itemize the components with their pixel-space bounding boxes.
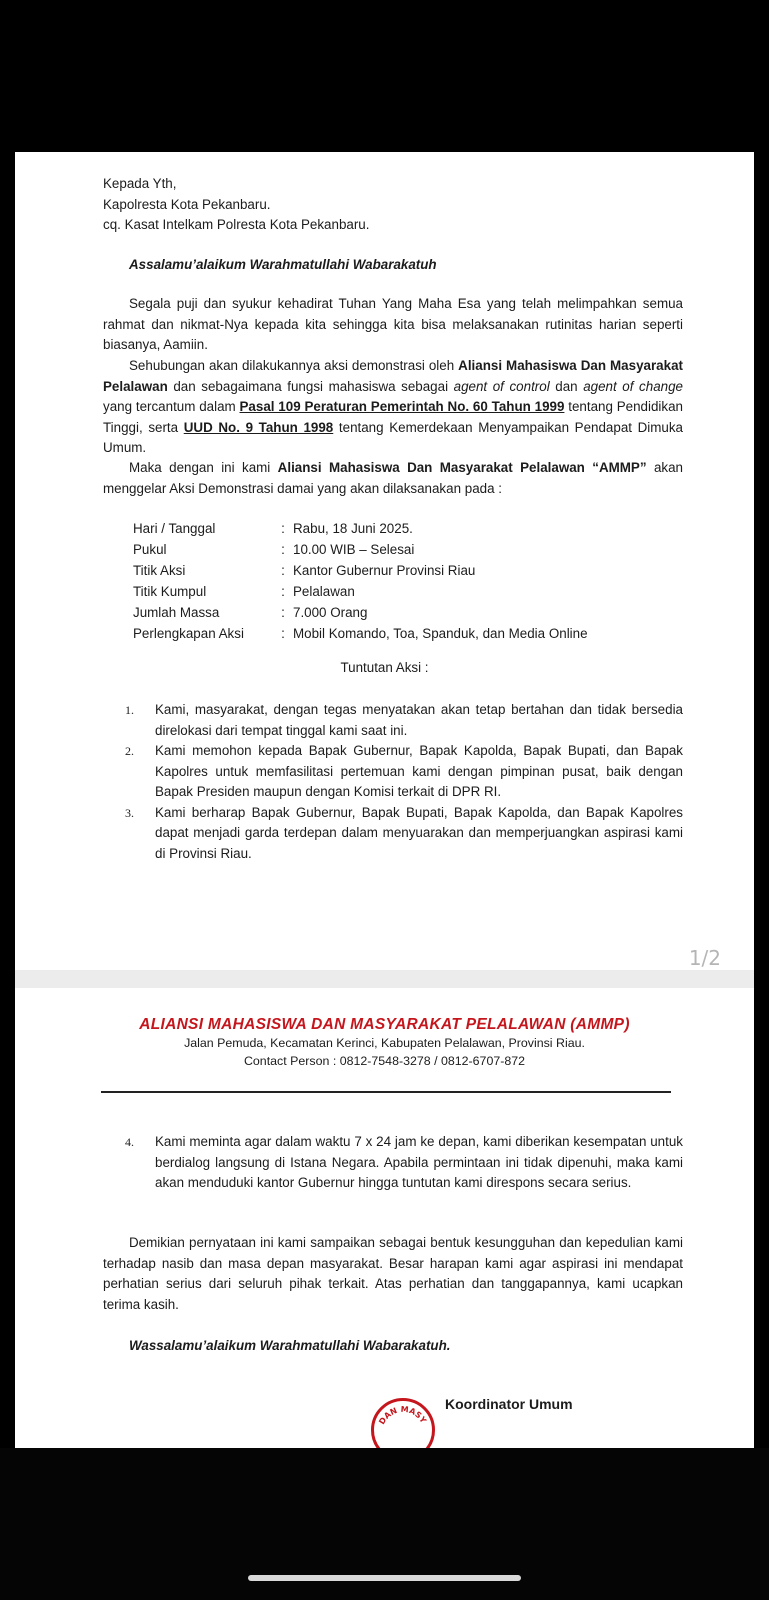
org-address: Jalan Pemuda, Kecamatan Kerinci, Kabupaten Pelalawan, Provinsi Riau. [184, 1036, 585, 1050]
list-item: 2. Kami memohon kepada Bapak Gubernur, Bapak Kapolda, Bapak Bupati, dan Bapak Kapolres untuk memfasilitasi pertemuan kami dengan pimpinan pusat, baik dengan Bapak Presiden maupun dengan Komisi terkait di DPR RI. [125, 743, 683, 799]
page-indicator: 1/2 [688, 946, 721, 970]
paragraph-closing: Demikian pernyataan ini kami sampaikan sebagai bentuk kesungguhan dan kepedulian kami terhadap nasib dan masa depan masyarakat. Besar harapan kami agar aspirasi ini mendapat perhatian serius dari seluruh pihak terkait. Atas perhatian dan tanggapannya, kami ucapkan terima kasih. [103, 1235, 683, 1312]
home-indicator[interactable] [248, 1575, 521, 1581]
detail-separator: : [281, 542, 285, 557]
list-item: 4. Kami meminta agar dalam waktu 7 x 24 jam ke depan, kami diberikan kesempatan untuk berdialog langsung di Istana Negara. Apabila permintaan ini tidak dipenuhi, maka kami akan menduduki kantor Gubernur hingga tuntutan kami direspons secara serius. [125, 1134, 683, 1190]
detail-separator: : [281, 584, 285, 599]
opening-greeting: Assalamu’alaikum Warahmatullahi Wabarakatuh [129, 257, 437, 272]
detail-value: Pelalawan [293, 584, 355, 599]
detail-separator: : [281, 626, 285, 641]
detail-label: Hari / Tanggal [133, 521, 216, 536]
document-page-1 [15, 152, 754, 970]
document-page-2 [15, 988, 754, 1448]
paragraph-intro: Segala puji dan syukur kehadirat Tuhan Yang Maha Esa yang telah melimpahkan semua rahmat dan nikmat-Nya kepada kita sehingga kita bisa melaksanakan rutinitas harian seperti biasanya, Aamiin. [103, 296, 683, 352]
paragraph-announcement: Maka dengan ini kami Aliansi Mahasiswa Dan Masyarakat Pelalawan “AMMP” akan menggelar Aksi Demonstrasi damai yang akan dilaksanakan pada : [103, 460, 683, 496]
detail-value: Rabu, 18 Juni 2025. [293, 521, 413, 536]
organization-stamp [371, 1398, 435, 1448]
detail-row [133, 560, 588, 581]
detail-separator: : [281, 521, 285, 536]
signature-role: Koordinator Umum [445, 1396, 573, 1412]
detail-separator: : [281, 605, 285, 620]
address-line: cq. Kasat Intelkam Polresta Kota Pekanbaru. [103, 217, 370, 232]
detail-value: Mobil Komando, Toa, Spanduk, dan Media Online [293, 626, 588, 641]
page-gap [15, 970, 754, 988]
detail-separator: : [281, 563, 285, 578]
detail-label: Perlengkapan Aksi [133, 626, 244, 641]
address-line: Kapolresta Kota Pekanbaru. [103, 196, 271, 212]
detail-row [133, 518, 588, 539]
closing-greeting: Wassalamu’alaikum Warahmatullahi Wabarakatuh. [129, 1338, 451, 1353]
org-contact: Contact Person : 0812-7548-3278 / 0812-6707-872 [243, 1054, 526, 1068]
address-line: Kepada Yth, [103, 176, 177, 191]
detail-value: Kantor Gubernur Provinsi Riau [293, 563, 476, 578]
detail-label: Jumlah Massa [133, 605, 220, 620]
demands-title: Tuntutan Aksi : [340, 660, 429, 675]
detail-label: Pukul [133, 542, 167, 557]
paragraph-context: Sehubungan akan dilakukannya aksi demonstrasi oleh Aliansi Mahasiswa Dan Masyarakat Pelalawan dan sebagaimana fungsi mahasiswa sebagai agent of control dan agent of change yang tercantum dalam Pasal 109 Peraturan Pemerintah No. 60 Tahun 1999 tentang Pendidikan Tinggi, serta UUD No. 9 Tahun 1998 tentang Kemerdekaan Menyampaikan Pendapat Dimuka Umum. [103, 358, 684, 455]
recipient-address [103, 174, 683, 236]
list-item: 3. Kami berharap Bapak Gubernur, Bapak Bupati, Bapak Kapolda, dan Bapak Kapolres dapat menjadi garda terdepan dalam menyuarakan dan memperjuangkan aspirasi kami di Provinsi Riau. [125, 804, 683, 861]
svg-text:DAN MASY: DAN MASY [377, 1404, 428, 1427]
demands-list [125, 700, 683, 864]
detail-row [133, 623, 588, 644]
detail-row [133, 539, 588, 560]
demands-list-continued [125, 1132, 683, 1194]
detail-value: 7.000 Orang [293, 605, 368, 620]
letterhead-divider [101, 1091, 671, 1093]
detail-row [133, 581, 588, 602]
detail-label: Titik Kumpul [133, 584, 207, 599]
org-letterhead-title: ALIANSI MAHASISWA DAN MASYARAKAT PELALAWAN (AMMP) [139, 1016, 630, 1033]
action-details-table [133, 518, 588, 644]
detail-value: 10.00 WIB – Selesai [293, 542, 415, 557]
detail-row [133, 602, 588, 623]
detail-label: Titik Aksi [133, 563, 186, 578]
list-item: 1. Kami, masyarakat, dengan tegas menyatakan akan tetap bertahan dan tidak bersedia direlokasi dari tempat tinggal kami saat ini. [125, 702, 683, 738]
